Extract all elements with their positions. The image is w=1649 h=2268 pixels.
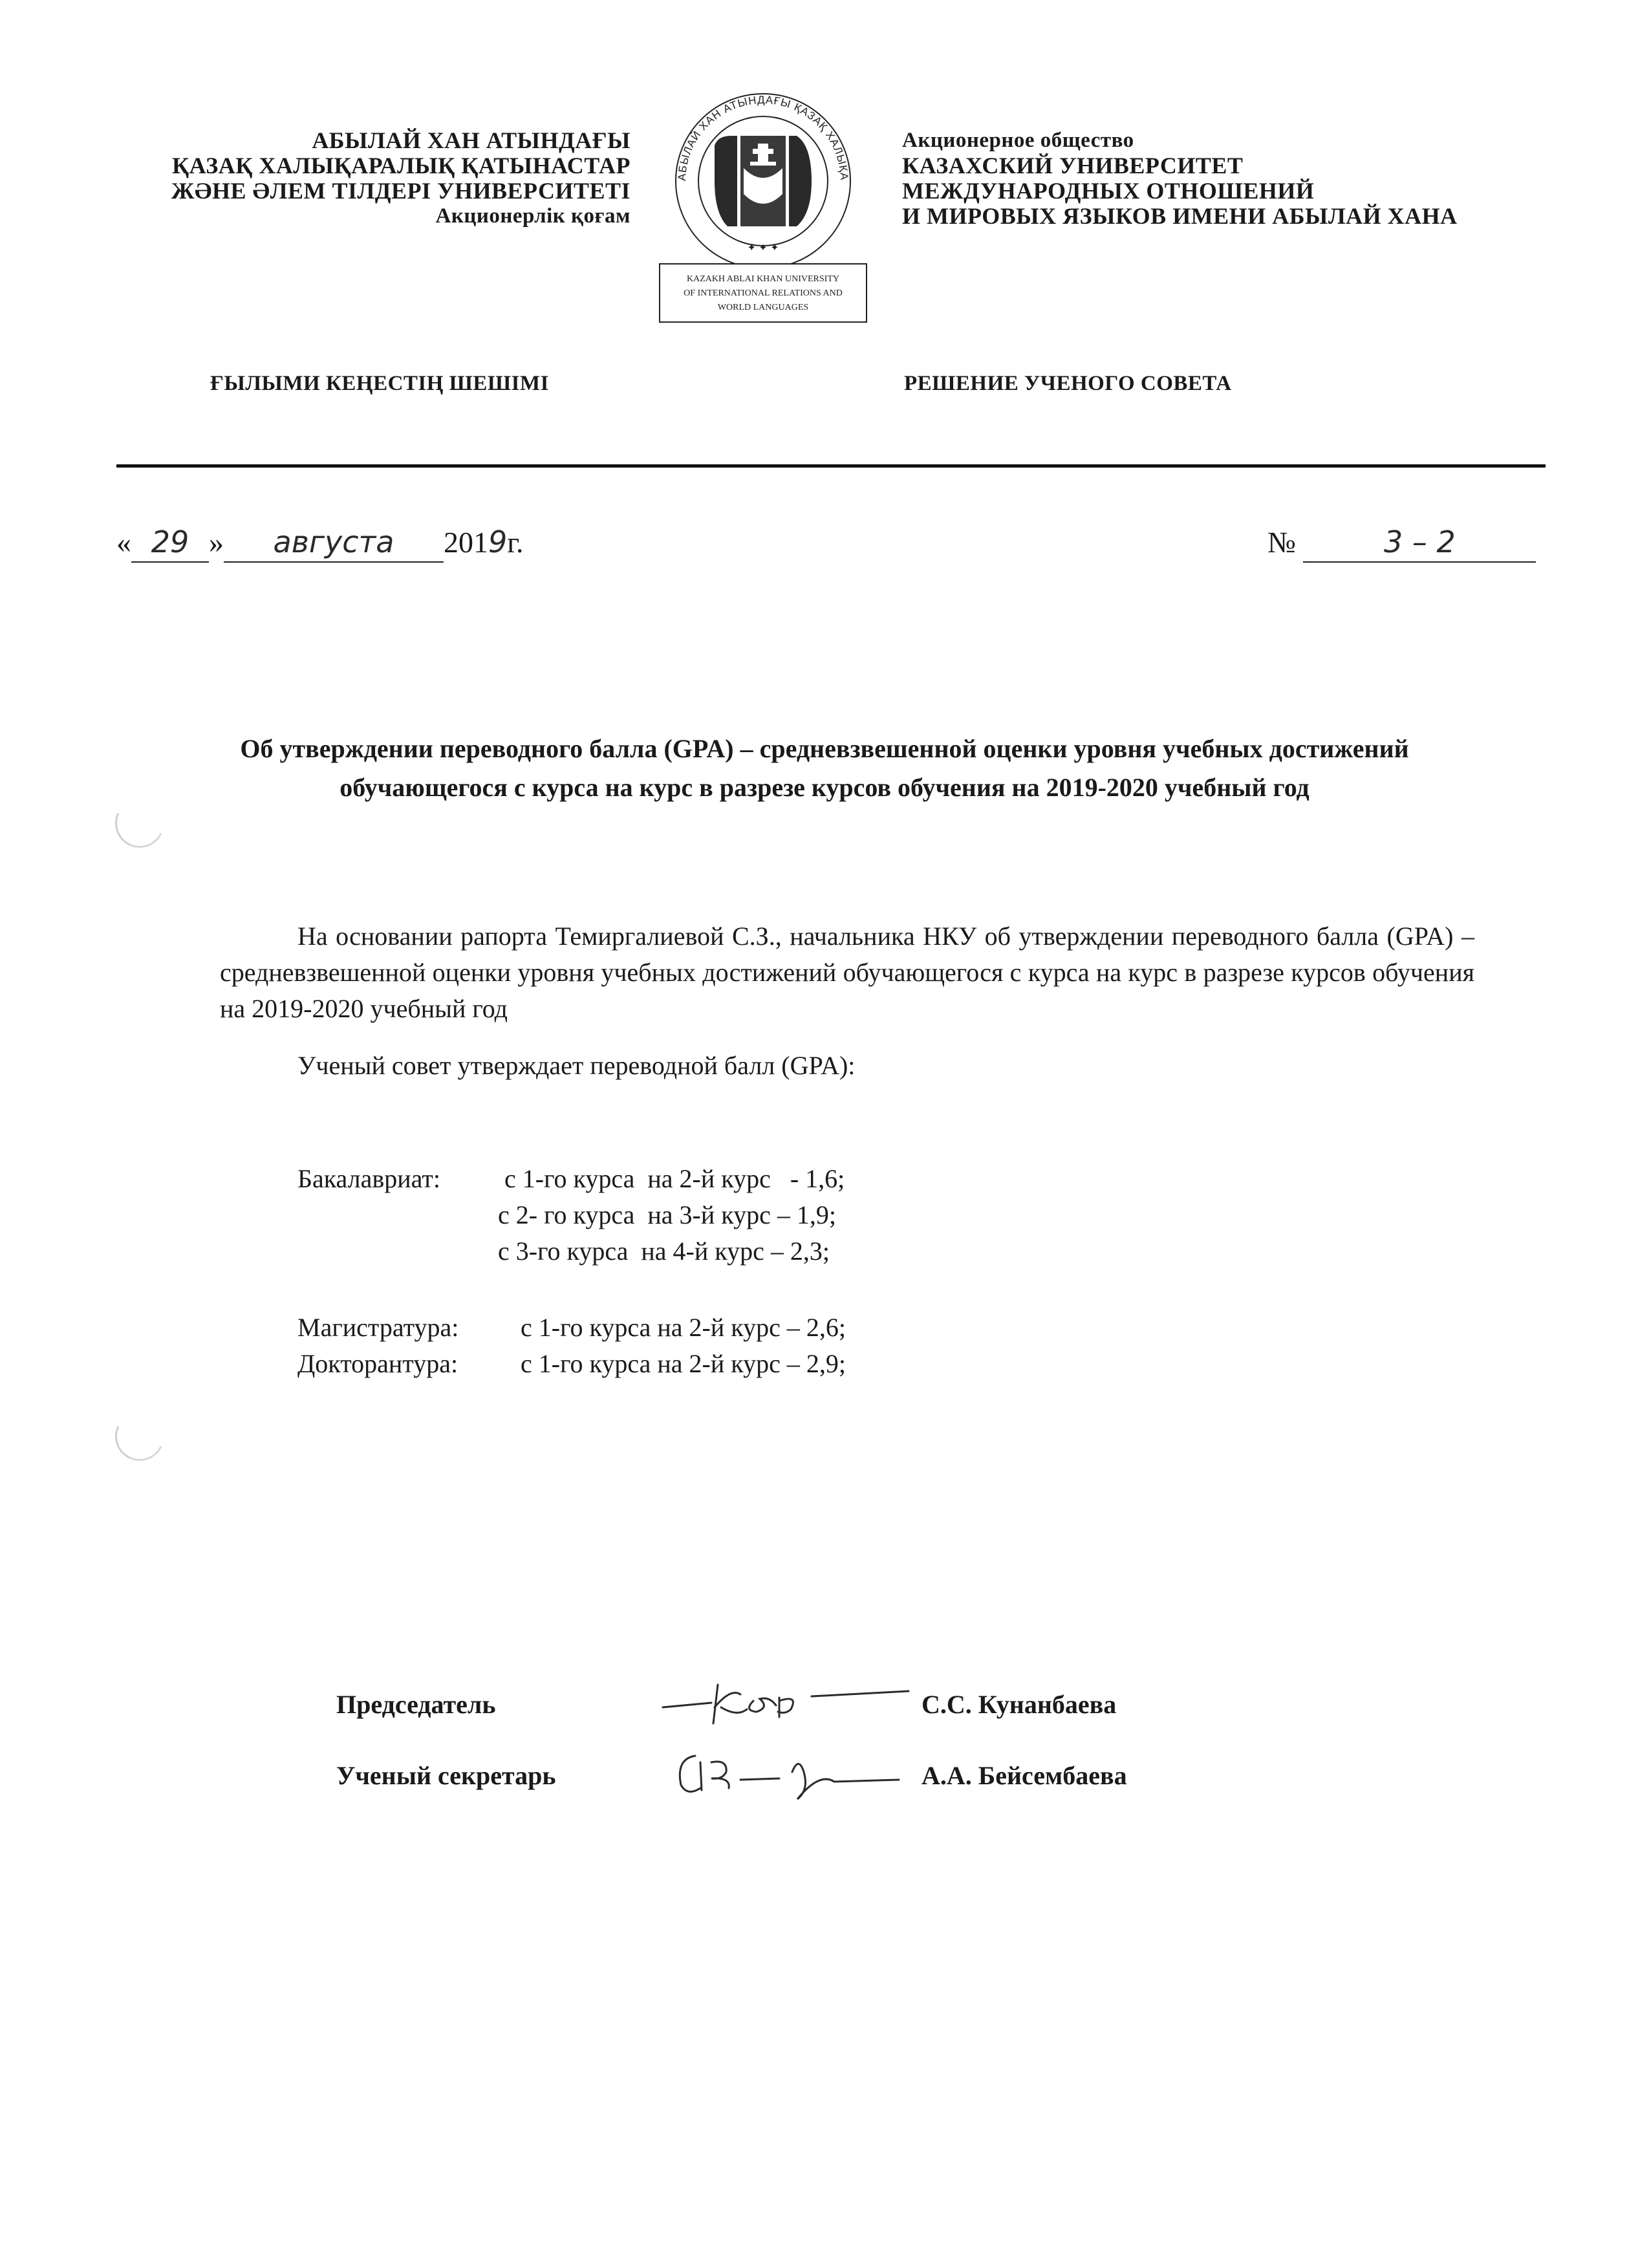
university-logo [647,84,879,327]
header-kz-line-3: ЖӘНЕ ӘЛЕМ ТІЛДЕРІ УНИВЕРСИТЕТІ [171,178,630,204]
chair-signature-icon [650,1672,921,1730]
chair-signature [650,1672,921,1733]
date-open-quote: « [116,526,131,559]
document-number: 3 – 2 [1303,523,1536,563]
chair-name: С.С. Кунанбаева [921,1690,1117,1719]
logo-ring-text: АБЫЛАЙ ХАН АТЫНДАҒЫ ҚАЗАҚ ХАЛЫҚА [675,93,851,182]
header-kz-line-1: АБЫЛАЙ ХАН АТЫНДАҒЫ [312,127,630,153]
body-statement: Ученый совет утверждает переводной балл (GPA): [297,1051,856,1080]
bachelor-score-3: с 3-го курса на 4-й курс – 2,3; [498,1237,830,1266]
document-number-label: № [1267,526,1296,559]
secretary-signature [650,1740,921,1808]
master-score: с 1-го курса на 2-й курс – 2,6; [521,1313,846,1342]
logo-caption-2: OF INTERNATIONAL RELATIONS AND [684,288,843,298]
document-title: Об утверждении переводного балла (GPA) – средневзвешенной оценки уровня учебных достижений обучающегося с курса на курс в разрезе курсов обучения на 2019-2020 учебный год [240,734,1409,802]
logo-caption-3: WORLD LANGUAGES [717,303,809,312]
logo-caption-1: KAZAKH ABLAI KHAN UNIVERSITY [686,274,840,284]
date-line [116,523,523,561]
svg-text:✦ ✦ ✦: ✦ ✦ ✦ [747,243,779,254]
secretary-signature-icon [650,1740,921,1804]
chair-role: Председатель [336,1690,496,1719]
header-kazakh-block [78,128,630,229]
decision-title-ru: РЕШЕНИЕ УЧЕНОГО СОВЕТА [904,372,1232,395]
doctor-score: с 1-го курса на 2-й курс – 2,9; [521,1349,846,1378]
header-kz-line-2: ҚАЗАҚ ХАЛЫҚАРАЛЫҚ ҚАТЫНАСТАР [172,153,630,178]
date-close-quote: » [209,526,224,559]
body-paragraph: На основании рапорта Темиргалиевой С.З., начальника НКУ об утверждении переводного балла (GPA) – средневзвешенной оценки уровня учебных достижений обучающегося с курса на курс в разрезе курсов обучения на 2019-2020 учебный год [220,922,1474,1023]
bachelor-score-2: с 2- го курса на 3-й курс – 1,9; [498,1200,836,1229]
header-ru-line-2: МЕЖДУНАРОДНЫХ ОТНОШЕНИЙ [902,178,1315,204]
header-ru-line-1: КАЗАХСКИЙ УНИВЕРСИТЕТ [902,153,1244,178]
university-emblem-icon [647,84,879,327]
punch-hole-mark [108,1405,171,1467]
punch-hole-mark [108,792,171,854]
secretary-name: А.А. Бейсембаева [921,1761,1127,1790]
header-ru-line-3: И МИРОВЫХ ЯЗЫКОВ ИМЕНИ АБЫЛАЙ ХАНА [902,203,1458,229]
bachelor-label: Бакалавриат: [297,1164,440,1193]
header-russian-block [902,128,1613,229]
master-label: Магистратура: [297,1313,459,1342]
bachelor-score-1: с 1-го курса на 2-й курс - 1,6; [504,1164,845,1193]
date-year-prefix: 201 [444,526,488,559]
date-day: 29 [131,523,209,563]
date-year-last-digit: 9 [488,524,508,559]
header-ru-org-type: Акционерное общество [902,129,1134,152]
secretary-role: Ученый секретарь [336,1761,556,1790]
date-month: августа [224,523,444,563]
date-year-suffix: г. [507,526,524,559]
header-divider [116,464,1546,468]
doctor-label: Докторантура: [297,1349,458,1378]
document-number-line [1267,523,1536,563]
decision-title-kz: ҒЫЛЫМИ КЕҢЕСТІҢ ШЕШІМІ [210,372,549,395]
header-kz-org-type: Акционерлік қоғам [435,204,630,228]
